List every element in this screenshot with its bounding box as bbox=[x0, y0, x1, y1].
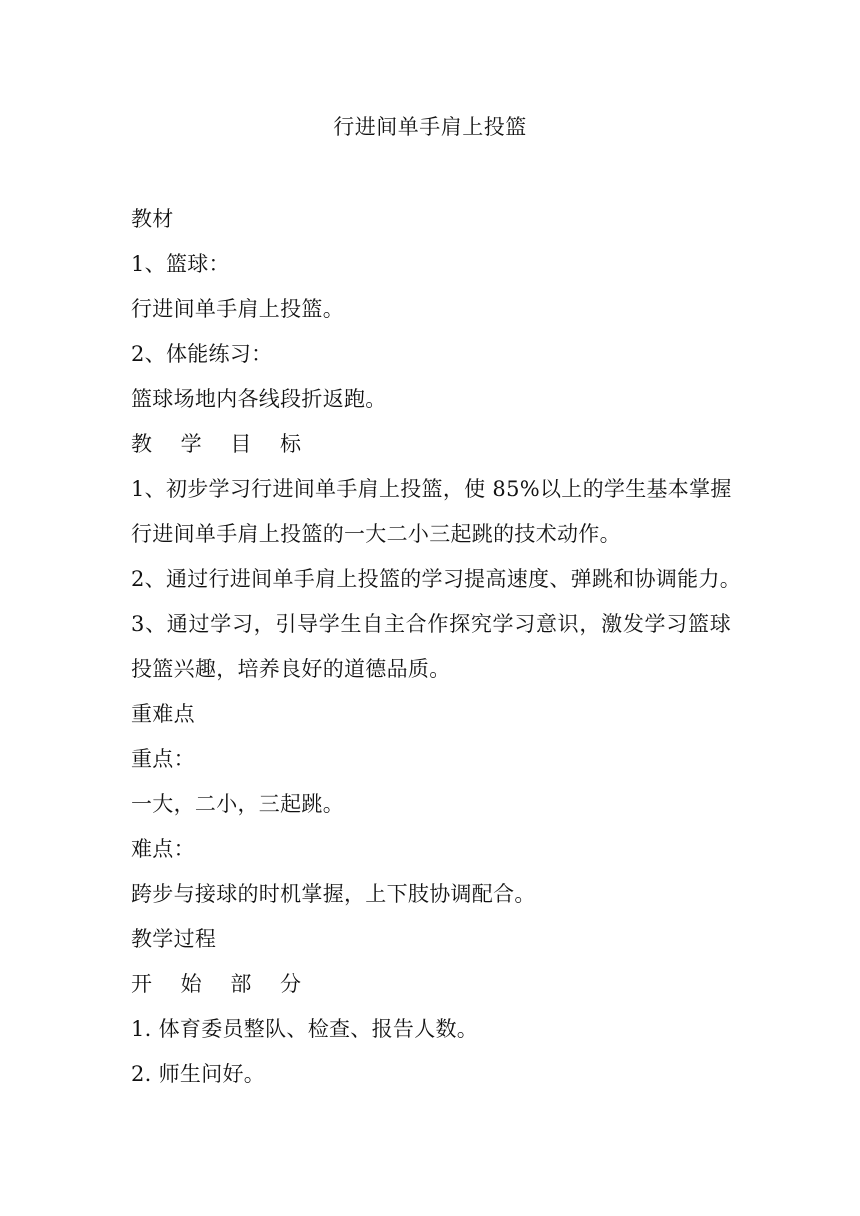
label-key-point: 重点： bbox=[131, 747, 195, 771]
item-fitness-practice: 2、体能练习： bbox=[131, 342, 273, 366]
text-basketball-content: 行进间单手肩上投篮。 bbox=[131, 297, 344, 321]
heading-opening-part: 开 始 部 分 bbox=[131, 972, 313, 996]
step-2: 2. 师生问好。 bbox=[131, 1062, 266, 1086]
document-title: 行进间单手肩上投篮 bbox=[333, 115, 527, 139]
goal-1-line-2: 行进间单手肩上投篮的一大二小三起跳的技术动作。 bbox=[131, 522, 621, 546]
heading-teaching-material: 教材 bbox=[131, 207, 174, 231]
item-basketball: 1、篮球： bbox=[131, 252, 230, 276]
heading-key-difficult-points: 重难点 bbox=[131, 702, 195, 726]
goal-3-line-1: 3、通过学习，引导学生自主合作探究学习意识，激发学习篮球 bbox=[131, 612, 731, 636]
step-1: 1. 体育委员整队、检查、报告人数。 bbox=[131, 1017, 479, 1041]
text-fitness-content: 篮球场地内各线段折返跑。 bbox=[131, 387, 387, 411]
goal-1-line-1: 1、初步学习行进间单手肩上投篮，使 85%以上的学生基本掌握 bbox=[131, 477, 732, 501]
document-body bbox=[131, 204, 742, 1104]
text-difficult-point: 跨步与接球的时机掌握，上下肢协调配合。 bbox=[131, 882, 536, 906]
text-key-point: 一大，二小，三起跳。 bbox=[131, 792, 344, 816]
heading-teaching-goals: 教 学 目 标 bbox=[131, 432, 313, 456]
goal-2: 2、通过行进间单手肩上投篮的学习提高速度、弹跳和协调能力。 bbox=[131, 567, 742, 591]
goal-3-line-2: 投篮兴趣，培养良好的道德品质。 bbox=[131, 657, 451, 681]
label-difficult-point: 难点： bbox=[131, 837, 195, 861]
heading-teaching-process: 教学过程 bbox=[131, 927, 217, 951]
